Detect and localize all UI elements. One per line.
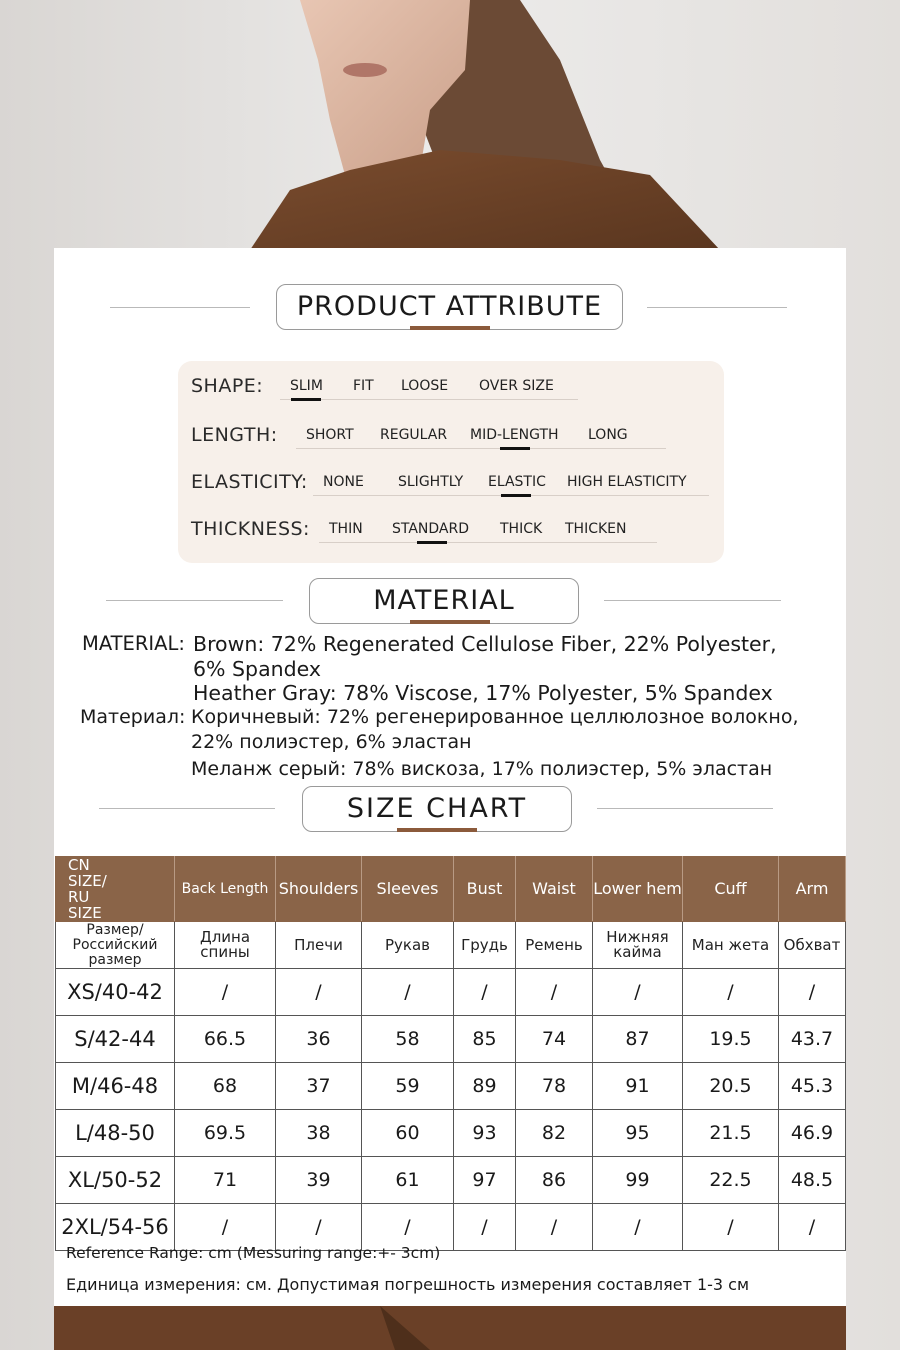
size-cell: XL/50-52 bbox=[56, 1157, 175, 1204]
measurement-cell: / bbox=[516, 1204, 593, 1251]
column-header-ru: Размер/ Российский размер bbox=[56, 922, 175, 969]
column-header-en: Arm bbox=[779, 857, 846, 922]
measurement-cell: 74 bbox=[516, 1016, 593, 1063]
size-row bbox=[56, 1063, 846, 1110]
title-underline bbox=[410, 326, 490, 330]
measurement-cell: / bbox=[362, 969, 454, 1016]
measurement-cell: 69.5 bbox=[175, 1110, 276, 1157]
measurement-cell: 46.9 bbox=[779, 1110, 846, 1157]
attribute-option: OVER SIZE bbox=[479, 378, 554, 394]
selected-indicator bbox=[291, 398, 321, 401]
measurement-cell: 82 bbox=[516, 1110, 593, 1157]
product-info-sheet bbox=[54, 248, 846, 1306]
measurement-cell: 68 bbox=[175, 1063, 276, 1110]
measurement-cell: 45.3 bbox=[779, 1063, 846, 1110]
title-underline bbox=[397, 828, 477, 832]
column-header-en: Bust bbox=[454, 857, 516, 922]
title-underline bbox=[410, 620, 490, 624]
measurement-cell: 86 bbox=[516, 1157, 593, 1204]
size-chart-table bbox=[55, 856, 846, 1251]
measurement-cell: / bbox=[362, 1204, 454, 1251]
measurement-cell: / bbox=[276, 969, 362, 1016]
column-header-en: Lower hem bbox=[593, 857, 683, 922]
attribute-option: THIN bbox=[329, 521, 363, 537]
column-header-ru: Плечи bbox=[276, 922, 362, 969]
measurement-cell: / bbox=[683, 1204, 779, 1251]
material-ru-label: Материал: bbox=[80, 706, 186, 728]
size-cell: M/46-48 bbox=[56, 1063, 175, 1110]
selected-indicator bbox=[500, 447, 530, 450]
attribute-option: STANDARD bbox=[392, 521, 470, 537]
column-header-en: Shoulders bbox=[276, 857, 362, 922]
attribute-option: SLIM bbox=[290, 378, 323, 394]
measurement-cell: / bbox=[779, 969, 846, 1016]
measurement-cell: 22.5 bbox=[683, 1157, 779, 1204]
attribute-option: MID-LENGTH bbox=[470, 427, 559, 443]
divider-right bbox=[604, 600, 781, 601]
measurement-cell: / bbox=[276, 1204, 362, 1251]
material-ru-line: 22% полиэстер, 6% эластан bbox=[191, 731, 472, 753]
selected-indicator bbox=[501, 494, 531, 497]
material-en-line: Brown: 72% Regenerated Cellulose Fiber, 22% Polyester, bbox=[193, 632, 777, 656]
divider-left bbox=[99, 808, 275, 809]
size-row bbox=[56, 1016, 846, 1063]
attribute-option: HIGH ELASTICITY bbox=[567, 474, 687, 490]
measurement-cell: 71 bbox=[175, 1157, 276, 1204]
measurement-cell: / bbox=[779, 1204, 846, 1251]
divider-left bbox=[106, 600, 283, 601]
divider-left bbox=[110, 307, 250, 308]
measurement-cell: 58 bbox=[362, 1016, 454, 1063]
attribute-label: LENGTH: bbox=[191, 424, 278, 446]
measurement-cell: / bbox=[516, 969, 593, 1016]
material-title: MATERIAL bbox=[309, 578, 579, 624]
measurement-cell: 89 bbox=[454, 1063, 516, 1110]
attribute-option: THICK bbox=[500, 521, 543, 537]
measurement-cell: / bbox=[454, 1204, 516, 1251]
column-header-en: Waist bbox=[516, 857, 593, 922]
measurement-cell: / bbox=[593, 1204, 683, 1251]
measurement-cell: 85 bbox=[454, 1016, 516, 1063]
size-chart-title: SIZE CHART bbox=[302, 786, 572, 832]
measurement-cell: 99 bbox=[593, 1157, 683, 1204]
attribute-option: NONE bbox=[323, 474, 364, 490]
size-cell: L/48-50 bbox=[56, 1110, 175, 1157]
attribute-label: ELASTICITY: bbox=[191, 471, 308, 493]
measurement-cell: 38 bbox=[276, 1110, 362, 1157]
measurement-cell: 60 bbox=[362, 1110, 454, 1157]
reference-note-en: Reference Range: cm (Messuring range:+- 3cm) bbox=[66, 1244, 441, 1262]
material-en-line: 6% Spandex bbox=[193, 657, 322, 681]
attribute-option: SLIGHTLY bbox=[398, 474, 464, 490]
measurement-cell: / bbox=[175, 969, 276, 1016]
column-header-ru: Нижняя кайма bbox=[593, 922, 683, 969]
size-row bbox=[56, 969, 846, 1016]
measurement-cell: 21.5 bbox=[683, 1110, 779, 1157]
column-header-en: CN SIZE/ RU SIZE bbox=[56, 857, 175, 922]
attribute-panel bbox=[178, 361, 724, 563]
material-ru-line: Коричневый: 72% регенерированное целлюлозное волокно, bbox=[191, 706, 799, 728]
attribute-rule bbox=[296, 448, 666, 449]
measurement-cell: 19.5 bbox=[683, 1016, 779, 1063]
measurement-cell: 93 bbox=[454, 1110, 516, 1157]
measurement-cell: 37 bbox=[276, 1063, 362, 1110]
column-header-ru: Ман жета bbox=[683, 922, 779, 969]
column-header-ru: Обхват bbox=[779, 922, 846, 969]
selected-indicator bbox=[417, 541, 447, 544]
attribute-option: FIT bbox=[353, 378, 374, 394]
attribute-option: LONG bbox=[588, 427, 628, 443]
measurement-cell: 20.5 bbox=[683, 1063, 779, 1110]
column-header-ru: Рукав bbox=[362, 922, 454, 969]
column-header-ru: Грудь bbox=[454, 922, 516, 969]
reference-note-ru: Единица измерения: см. Допустимая погрешность измерения составляет 1-3 см bbox=[66, 1275, 750, 1294]
attribute-option: THICKEN bbox=[565, 521, 627, 537]
divider-right bbox=[647, 307, 787, 308]
material-en-label: MATERIAL: bbox=[82, 632, 185, 655]
attribute-rule bbox=[319, 542, 657, 543]
measurement-cell: 39 bbox=[276, 1157, 362, 1204]
brown-garment-bottom bbox=[54, 1306, 846, 1350]
divider-right bbox=[597, 808, 773, 809]
column-header-en: Back Length bbox=[175, 857, 276, 922]
measurement-cell: / bbox=[683, 969, 779, 1016]
material-en-line: Heather Gray: 78% Viscose, 17% Polyester, 5% Spandex bbox=[193, 681, 773, 705]
size-row bbox=[56, 1157, 846, 1204]
measurement-cell: / bbox=[454, 969, 516, 1016]
measurement-cell: 66.5 bbox=[175, 1016, 276, 1063]
column-header-ru: Ремень bbox=[516, 922, 593, 969]
size-cell: 2XL/54-56 bbox=[56, 1204, 175, 1251]
measurement-cell: 91 bbox=[593, 1063, 683, 1110]
column-header-ru: Длина спины bbox=[175, 922, 276, 969]
attribute-option: LOOSE bbox=[401, 378, 449, 394]
attribute-label: SHAPE: bbox=[191, 375, 264, 397]
measurement-cell: 78 bbox=[516, 1063, 593, 1110]
measurement-cell: 97 bbox=[454, 1157, 516, 1204]
measurement-cell: 48.5 bbox=[779, 1157, 846, 1204]
measurement-cell: / bbox=[175, 1204, 276, 1251]
material-ru-line: Меланж серый: 78% вискоза, 17% полиэстер, 5% эластан bbox=[191, 758, 773, 780]
size-cell: S/42-44 bbox=[56, 1016, 175, 1063]
column-header-en: Sleeves bbox=[362, 857, 454, 922]
measurement-cell: 95 bbox=[593, 1110, 683, 1157]
measurement-cell: / bbox=[593, 969, 683, 1016]
attribute-rule bbox=[280, 399, 578, 400]
size-row bbox=[56, 1110, 846, 1157]
attribute-label: THICKNESS: bbox=[191, 518, 310, 540]
product-attribute-title: PRODUCT ATTRIBUTE bbox=[276, 284, 623, 330]
attribute-option: ELASTIC bbox=[488, 474, 546, 490]
attribute-option: REGULAR bbox=[380, 427, 448, 443]
measurement-cell: 61 bbox=[362, 1157, 454, 1204]
column-header-en: Cuff bbox=[683, 857, 779, 922]
size-cell: XS/40-42 bbox=[56, 969, 175, 1016]
attribute-option: SHORT bbox=[306, 427, 354, 443]
measurement-cell: 59 bbox=[362, 1063, 454, 1110]
measurement-cell: 36 bbox=[276, 1016, 362, 1063]
measurement-cell: 43.7 bbox=[779, 1016, 846, 1063]
measurement-cell: 87 bbox=[593, 1016, 683, 1063]
